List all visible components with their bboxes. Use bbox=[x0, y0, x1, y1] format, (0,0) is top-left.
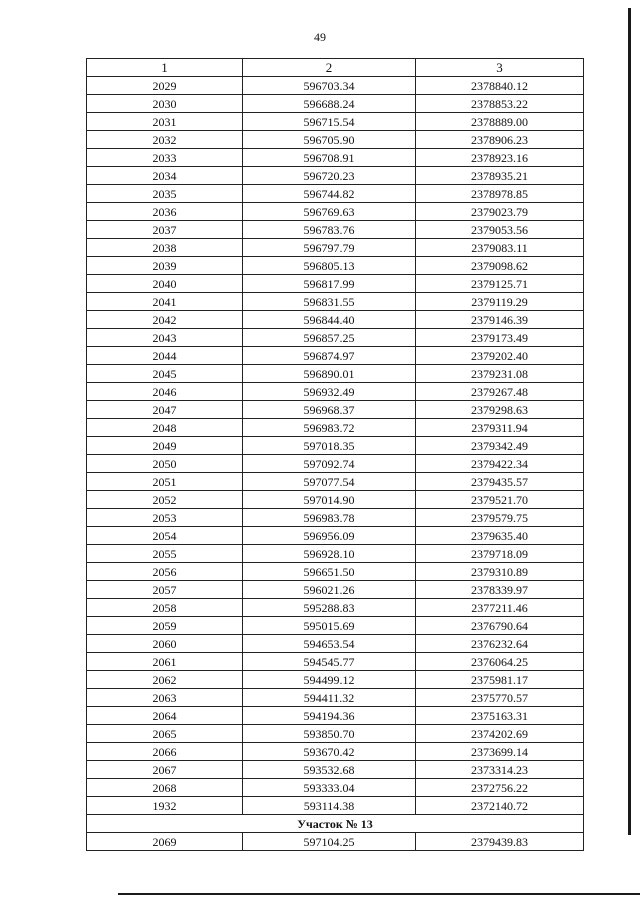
table-cell: 594545.77 bbox=[243, 653, 416, 671]
table-row bbox=[87, 563, 584, 581]
table-cell: 597092.74 bbox=[243, 455, 416, 473]
table-cell: 2044 bbox=[87, 347, 243, 365]
table-row bbox=[87, 419, 584, 437]
table-row bbox=[87, 509, 584, 527]
table-cell: 597104.25 bbox=[243, 833, 416, 851]
table-cell: 597077.54 bbox=[243, 473, 416, 491]
table-cell: 594194.36 bbox=[243, 707, 416, 725]
table-cell: 2379298.63 bbox=[416, 401, 584, 419]
table-cell: 593670.42 bbox=[243, 743, 416, 761]
table-row bbox=[87, 203, 584, 221]
table-cell: 2065 bbox=[87, 725, 243, 743]
table-cell: 2040 bbox=[87, 275, 243, 293]
table-cell: 2055 bbox=[87, 545, 243, 563]
table-cell: 2067 bbox=[87, 761, 243, 779]
table-cell: 2379635.40 bbox=[416, 527, 584, 545]
table-cell: 2066 bbox=[87, 743, 243, 761]
section-title: Участок № 13 bbox=[87, 815, 584, 833]
section-title-row bbox=[87, 815, 584, 833]
table-cell: 2379310.89 bbox=[416, 563, 584, 581]
table-cell: 2379579.75 bbox=[416, 509, 584, 527]
table-cell: 2372140.72 bbox=[416, 797, 584, 815]
table-cell: 596651.50 bbox=[243, 563, 416, 581]
table-cell: 596805.13 bbox=[243, 257, 416, 275]
table-cell: 2057 bbox=[87, 581, 243, 599]
table-row bbox=[87, 581, 584, 599]
table-cell: 2376790.64 bbox=[416, 617, 584, 635]
table-cell: 2033 bbox=[87, 149, 243, 167]
table-row bbox=[87, 599, 584, 617]
table-cell: 2061 bbox=[87, 653, 243, 671]
table-cell: 2379718.09 bbox=[416, 545, 584, 563]
table-row bbox=[87, 95, 584, 113]
coordinates-table bbox=[86, 58, 584, 851]
page-bottom-rule bbox=[118, 893, 640, 895]
table-cell: 2379435.57 bbox=[416, 473, 584, 491]
table-cell: 2379422.34 bbox=[416, 455, 584, 473]
table-cell: 596857.25 bbox=[243, 329, 416, 347]
table-cell: 2378923.16 bbox=[416, 149, 584, 167]
table-cell: 596874.97 bbox=[243, 347, 416, 365]
table-cell: 2058 bbox=[87, 599, 243, 617]
table-cell: 2047 bbox=[87, 401, 243, 419]
table-cell: 2377211.46 bbox=[416, 599, 584, 617]
table-row bbox=[87, 491, 584, 509]
table-cell: 2059 bbox=[87, 617, 243, 635]
table-row bbox=[87, 293, 584, 311]
table-row bbox=[87, 617, 584, 635]
table-row bbox=[87, 707, 584, 725]
table-row bbox=[87, 779, 584, 797]
table-cell: 2373699.14 bbox=[416, 743, 584, 761]
table-cell: 1932 bbox=[87, 797, 243, 815]
table-cell: 2378906.23 bbox=[416, 131, 584, 149]
table-cell: 597018.35 bbox=[243, 437, 416, 455]
table-cell: 2375981.17 bbox=[416, 671, 584, 689]
table-cell: 593333.04 bbox=[243, 779, 416, 797]
table-cell: 2050 bbox=[87, 455, 243, 473]
table-cell: 2046 bbox=[87, 383, 243, 401]
table-cell: 2379311.94 bbox=[416, 419, 584, 437]
table-row bbox=[87, 275, 584, 293]
table-cell: 2035 bbox=[87, 185, 243, 203]
table-header-row bbox=[87, 59, 584, 77]
table-row bbox=[87, 743, 584, 761]
table-cell: 596688.24 bbox=[243, 95, 416, 113]
table-cell: 2379342.49 bbox=[416, 437, 584, 455]
page-edge-rule bbox=[628, 8, 631, 835]
table-row bbox=[87, 833, 584, 851]
table-cell: 2064 bbox=[87, 707, 243, 725]
table-cell: 2032 bbox=[87, 131, 243, 149]
table-cell: 2376064.25 bbox=[416, 653, 584, 671]
table-row bbox=[87, 239, 584, 257]
table-cell: 596831.55 bbox=[243, 293, 416, 311]
table-row bbox=[87, 761, 584, 779]
table-cell: 2051 bbox=[87, 473, 243, 491]
table-cell: 2030 bbox=[87, 95, 243, 113]
table-row bbox=[87, 797, 584, 815]
table-cell: 596890.01 bbox=[243, 365, 416, 383]
table-cell: 2379202.40 bbox=[416, 347, 584, 365]
table-cell: 2379098.62 bbox=[416, 257, 584, 275]
table-cell: 2062 bbox=[87, 671, 243, 689]
table-row bbox=[87, 77, 584, 95]
table-cell: 2041 bbox=[87, 293, 243, 311]
table-cell: 2054 bbox=[87, 527, 243, 545]
table-cell: 594411.32 bbox=[243, 689, 416, 707]
table-row bbox=[87, 473, 584, 491]
table-row bbox=[87, 437, 584, 455]
table-row bbox=[87, 383, 584, 401]
table-cell: 596769.63 bbox=[243, 203, 416, 221]
table-cell: 596928.10 bbox=[243, 545, 416, 563]
table-cell: 2372756.22 bbox=[416, 779, 584, 797]
table-cell: 2379173.49 bbox=[416, 329, 584, 347]
page-number: 49 bbox=[314, 30, 326, 44]
table-cell: 2378889.00 bbox=[416, 113, 584, 131]
table-row bbox=[87, 347, 584, 365]
table-cell: 594653.54 bbox=[243, 635, 416, 653]
table-cell: 596983.78 bbox=[243, 509, 416, 527]
table-cell: 2060 bbox=[87, 635, 243, 653]
table-cell: 2379053.56 bbox=[416, 221, 584, 239]
table-cell: 2378840.12 bbox=[416, 77, 584, 95]
table-cell: 2376232.64 bbox=[416, 635, 584, 653]
column-header: 2 bbox=[243, 59, 416, 77]
table-cell: 2039 bbox=[87, 257, 243, 275]
table-row bbox=[87, 185, 584, 203]
table-cell: 596744.82 bbox=[243, 185, 416, 203]
table-cell: 2379083.11 bbox=[416, 239, 584, 257]
table-cell: 597014.90 bbox=[243, 491, 416, 509]
table-cell: 593532.68 bbox=[243, 761, 416, 779]
table-cell: 596817.99 bbox=[243, 275, 416, 293]
table-cell: 2378935.21 bbox=[416, 167, 584, 185]
table-cell: 2375163.31 bbox=[416, 707, 584, 725]
column-header: 1 bbox=[87, 59, 243, 77]
table-cell: 596708.91 bbox=[243, 149, 416, 167]
table-cell: 596021.26 bbox=[243, 581, 416, 599]
table-cell: 596983.72 bbox=[243, 419, 416, 437]
table-row bbox=[87, 365, 584, 383]
table-row bbox=[87, 671, 584, 689]
table-cell: 2379146.39 bbox=[416, 311, 584, 329]
table-cell: 595288.83 bbox=[243, 599, 416, 617]
table-row bbox=[87, 689, 584, 707]
table-cell: 594499.12 bbox=[243, 671, 416, 689]
table-cell: 2379231.08 bbox=[416, 365, 584, 383]
table-row bbox=[87, 167, 584, 185]
table-cell: 2378978.85 bbox=[416, 185, 584, 203]
table-row bbox=[87, 545, 584, 563]
table-cell: 596783.76 bbox=[243, 221, 416, 239]
table-cell: 2375770.57 bbox=[416, 689, 584, 707]
table-cell: 596720.23 bbox=[243, 167, 416, 185]
table-row bbox=[87, 401, 584, 419]
table-row bbox=[87, 725, 584, 743]
table-row bbox=[87, 311, 584, 329]
table-cell: 2038 bbox=[87, 239, 243, 257]
table-cell: 2374202.69 bbox=[416, 725, 584, 743]
table-cell: 596844.40 bbox=[243, 311, 416, 329]
table-row bbox=[87, 455, 584, 473]
table-cell: 2052 bbox=[87, 491, 243, 509]
table-cell: 2068 bbox=[87, 779, 243, 797]
table-cell: 2069 bbox=[87, 833, 243, 851]
table-row bbox=[87, 131, 584, 149]
table-cell: 596703.34 bbox=[243, 77, 416, 95]
table-cell: 596956.09 bbox=[243, 527, 416, 545]
table-cell: 593850.70 bbox=[243, 725, 416, 743]
table-cell: 2379023.79 bbox=[416, 203, 584, 221]
table-cell: 2379521.70 bbox=[416, 491, 584, 509]
table-cell: 2379439.83 bbox=[416, 833, 584, 851]
coordinates-table-body bbox=[87, 59, 584, 851]
table-row bbox=[87, 257, 584, 275]
table-cell: 2036 bbox=[87, 203, 243, 221]
table-cell: 2031 bbox=[87, 113, 243, 131]
table-cell: 595015.69 bbox=[243, 617, 416, 635]
table-cell: 2056 bbox=[87, 563, 243, 581]
table-cell: 2379125.71 bbox=[416, 275, 584, 293]
table-cell: 2042 bbox=[87, 311, 243, 329]
table-cell: 2045 bbox=[87, 365, 243, 383]
table-cell: 2379119.29 bbox=[416, 293, 584, 311]
table-cell: 596968.37 bbox=[243, 401, 416, 419]
table-cell: 2034 bbox=[87, 167, 243, 185]
table-row bbox=[87, 221, 584, 239]
table-cell: 593114.38 bbox=[243, 797, 416, 815]
table-row bbox=[87, 527, 584, 545]
table-cell: 2379267.48 bbox=[416, 383, 584, 401]
table-cell: 2043 bbox=[87, 329, 243, 347]
table-row bbox=[87, 635, 584, 653]
table-cell: 2063 bbox=[87, 689, 243, 707]
table-row bbox=[87, 149, 584, 167]
table-cell: 596797.79 bbox=[243, 239, 416, 257]
table-cell: 596715.54 bbox=[243, 113, 416, 131]
table-row bbox=[87, 653, 584, 671]
table-row bbox=[87, 329, 584, 347]
table-cell: 2378339.97 bbox=[416, 581, 584, 599]
table-cell: 2048 bbox=[87, 419, 243, 437]
table-row bbox=[87, 113, 584, 131]
table-cell: 2378853.22 bbox=[416, 95, 584, 113]
table-cell: 596705.90 bbox=[243, 131, 416, 149]
table-cell: 2373314.23 bbox=[416, 761, 584, 779]
table-cell: 2029 bbox=[87, 77, 243, 95]
column-header: 3 bbox=[416, 59, 584, 77]
table-cell: 596932.49 bbox=[243, 383, 416, 401]
table-cell: 2037 bbox=[87, 221, 243, 239]
table-cell: 2053 bbox=[87, 509, 243, 527]
table-cell: 2049 bbox=[87, 437, 243, 455]
